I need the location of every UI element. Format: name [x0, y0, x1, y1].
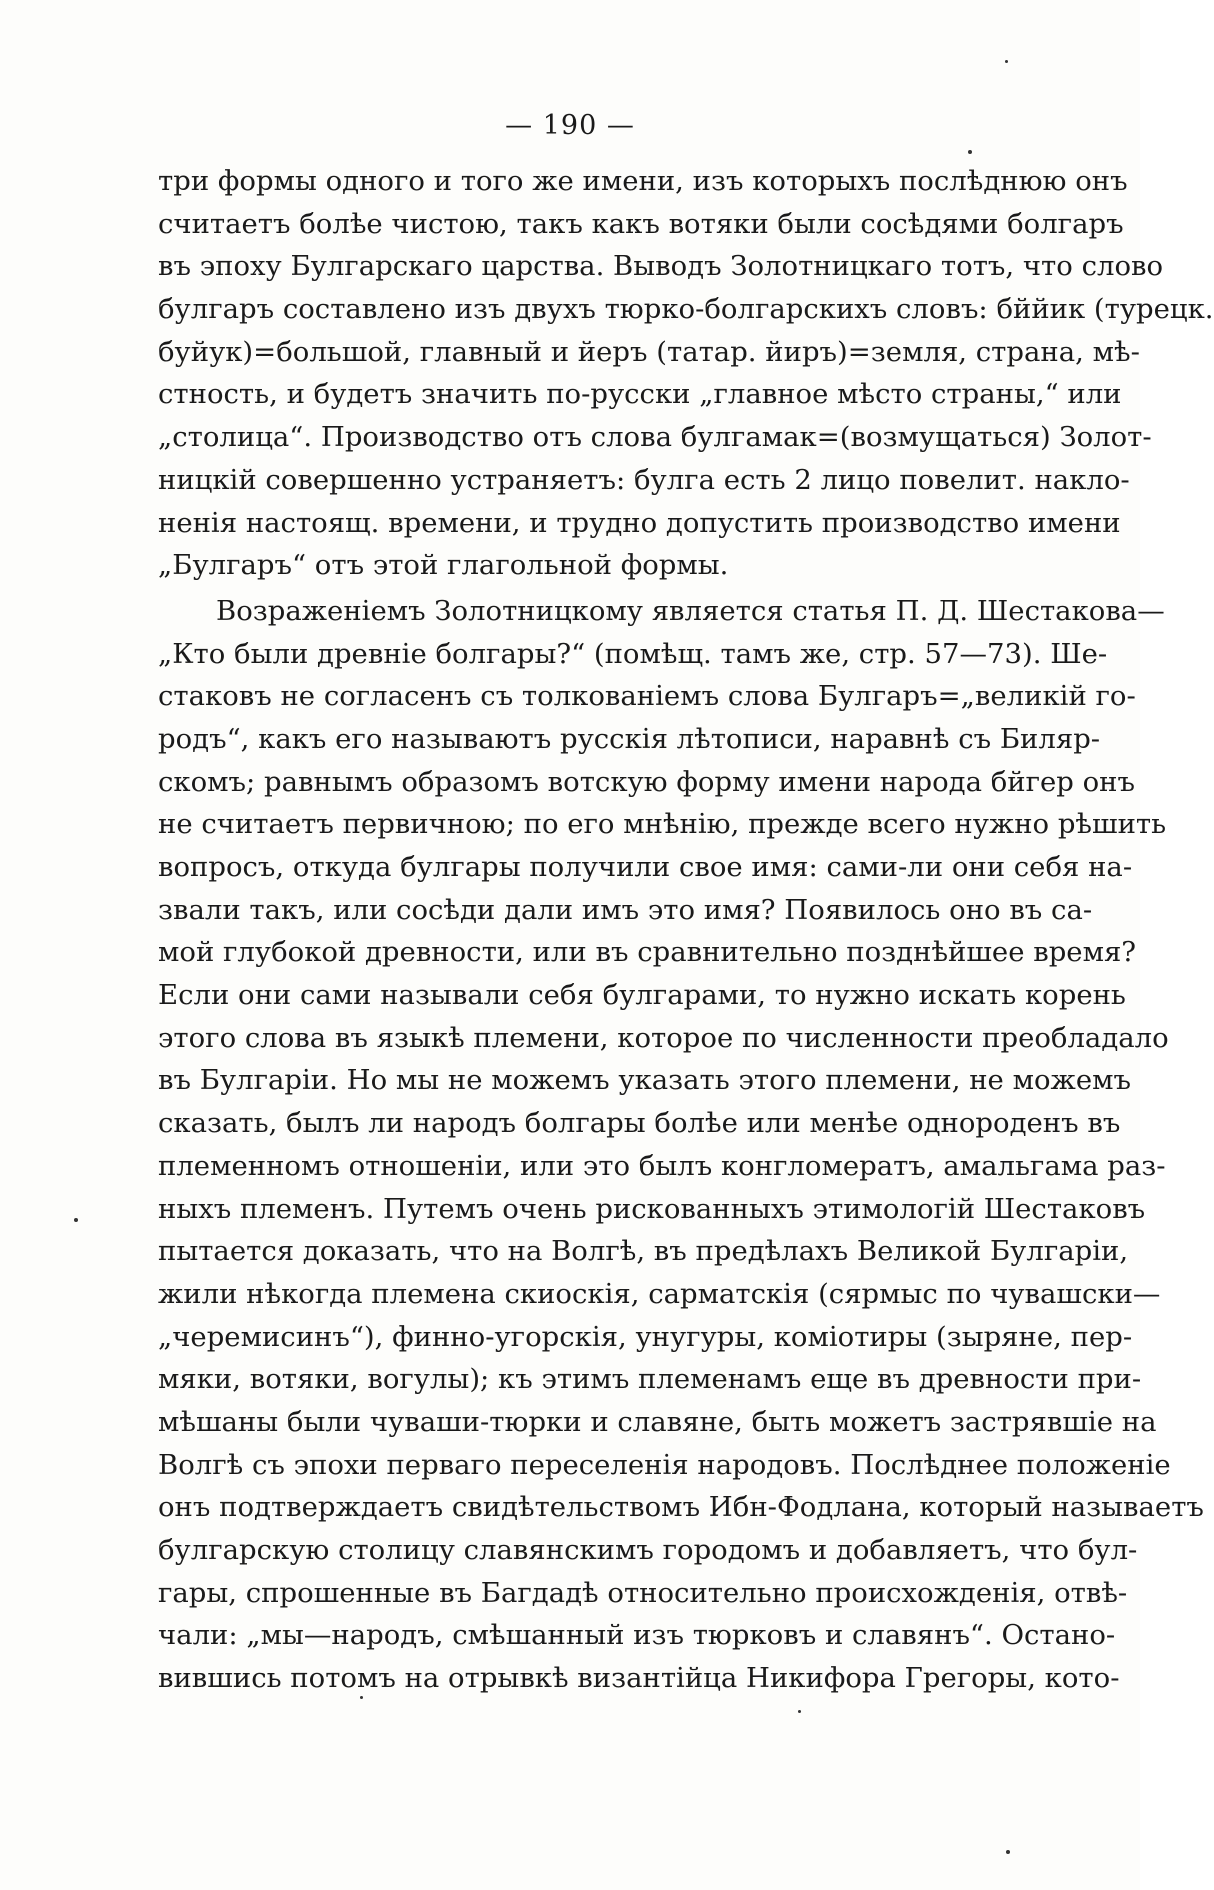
text-line: „Кто были древніе болгары?“ (помѣщ. тамъ же, стр. 57—73). Ше-: [158, 637, 1108, 670]
paragraph-2: [158, 590, 1204, 1700]
text-line: Возраженіемъ Золотницкому является статья П. Д. Шестакова—: [216, 594, 1165, 627]
text-line: мяки, вотяки, вогулы); къ этимъ племенамъ еще въ древности при-: [158, 1363, 1142, 1396]
text-line: сказать, былъ ли народъ болгары болѣе или менѣе однороденъ въ: [158, 1107, 1121, 1140]
text-line: гары, спрошенные въ Багдадѣ относительно происхожденія, отвѣ-: [158, 1576, 1128, 1609]
text-line: ненія настоящ. времени, и трудно допустить производство имени: [158, 506, 1121, 539]
text-line: этого слова въ языкѣ племени, которое по численности преобладало: [158, 1021, 1169, 1054]
text-line: мой глубокой древности, или въ сравнительно позднѣйшее время?: [158, 936, 1137, 969]
text-line: ныхъ племенъ. Путемъ очень рискованныхъ этимологій Шестаковъ: [158, 1192, 1146, 1225]
text-line: стность, и будетъ значить по-русски „главное мѣсто страны,“ или: [158, 378, 1122, 411]
text-line: звали такъ, или сосѣди дали имъ это имя? Появилось оно въ са-: [158, 893, 1093, 926]
scan-speck: [798, 1710, 801, 1713]
body-text: [158, 160, 1214, 1700]
text-line: буйук)=большой, главный и йеръ (татар. йиръ)=земля, страна, мѣ-: [158, 335, 1140, 368]
text-line: вопросъ, откуда булгары получили свое имя: сами-ли они себя на-: [158, 851, 1133, 883]
text-line: въ эпоху Булгарскаго царства. Выводъ Золотницкаго тотъ, что слово: [158, 250, 1164, 283]
scan-speck: [968, 150, 972, 154]
text-line: вившись потомъ на отрывкѣ византійца Никифора Грегоры, кото-: [158, 1662, 1120, 1695]
text-line: три формы одного и того же имени, изъ которыхъ послѣднюю онъ: [158, 165, 1128, 197]
text-line: пытается доказать, что на Волгѣ, въ предѣлахъ Великой Булгаріи,: [158, 1235, 1129, 1268]
text-line: стаковъ не согласенъ съ толкованіемъ слова Булгаръ=„великій го-: [158, 680, 1136, 713]
scan-speck: [74, 1218, 78, 1222]
text-line: не считаетъ первичною; по его мнѣнію, прежде всего нужно рѣшить: [158, 808, 1167, 841]
text-line: „Булгаръ“ отъ этой глагольной формы.: [158, 549, 729, 582]
page-number: — 190 —: [505, 110, 635, 141]
text-line: булгарскую столицу славянскимъ городомъ и добавляетъ, что бул-: [158, 1534, 1138, 1566]
scan-speck: [360, 1696, 363, 1699]
paragraph-1: [158, 160, 1214, 587]
text-line: родъ“, какъ его называютъ русскія лѣтописи, наравнѣ съ Биляр-: [158, 722, 1101, 755]
text-line: Волгѣ съ эпохи перваго переселенія народовъ. Послѣднее положеніе: [158, 1448, 1171, 1481]
text-line: скомъ; равнымъ образомъ вотскую форму имени народа бйгер онъ: [158, 765, 1136, 798]
text-line: „черемисинъ“), финно-угорскія, унугуры, коміотиры (зыряне, пер-: [158, 1320, 1133, 1353]
text-line: въ Булгаріи. Но мы не можемъ указать этого племени, не можемъ: [158, 1064, 1131, 1097]
text-line: ницкій совершенно устраняетъ: булга есть 2 лицо повелит. накло-: [158, 463, 1130, 496]
text-line: онъ подтверждаетъ свидѣтельствомъ Ибн-Фодлана, который называетъ: [158, 1491, 1204, 1524]
text-line: жили нѣкогда племена скиоскія, сарматскія (сярмыс по чувашски—: [158, 1277, 1161, 1310]
scan-speck: [1006, 1850, 1010, 1854]
text-line: мѣшаны были чуваши-тюрки и славяне, быть можетъ застрявшіе на: [158, 1405, 1157, 1438]
text-line: булгаръ составлено изъ двухъ тюрко-болгарскихъ словъ: бййик (турецк.: [158, 293, 1214, 326]
text-line: Если они сами называли себя булгарами, то нужно искать корень: [158, 979, 1126, 1012]
scan-speck: [1005, 60, 1008, 63]
text-line: чали: „мы—народъ, смѣшанный изъ тюрковъ и славянъ“. Остано-: [158, 1619, 1116, 1652]
text-line: племенномъ отношеніи, или это былъ конгломератъ, амальгама раз-: [158, 1149, 1166, 1182]
text-line: „столица“. Производство отъ слова булгамак=(возмущаться) Золот-: [158, 421, 1152, 454]
text-line: считаетъ болѣе чистою, такъ какъ вотяки были сосѣдями болгаръ: [158, 207, 1124, 240]
